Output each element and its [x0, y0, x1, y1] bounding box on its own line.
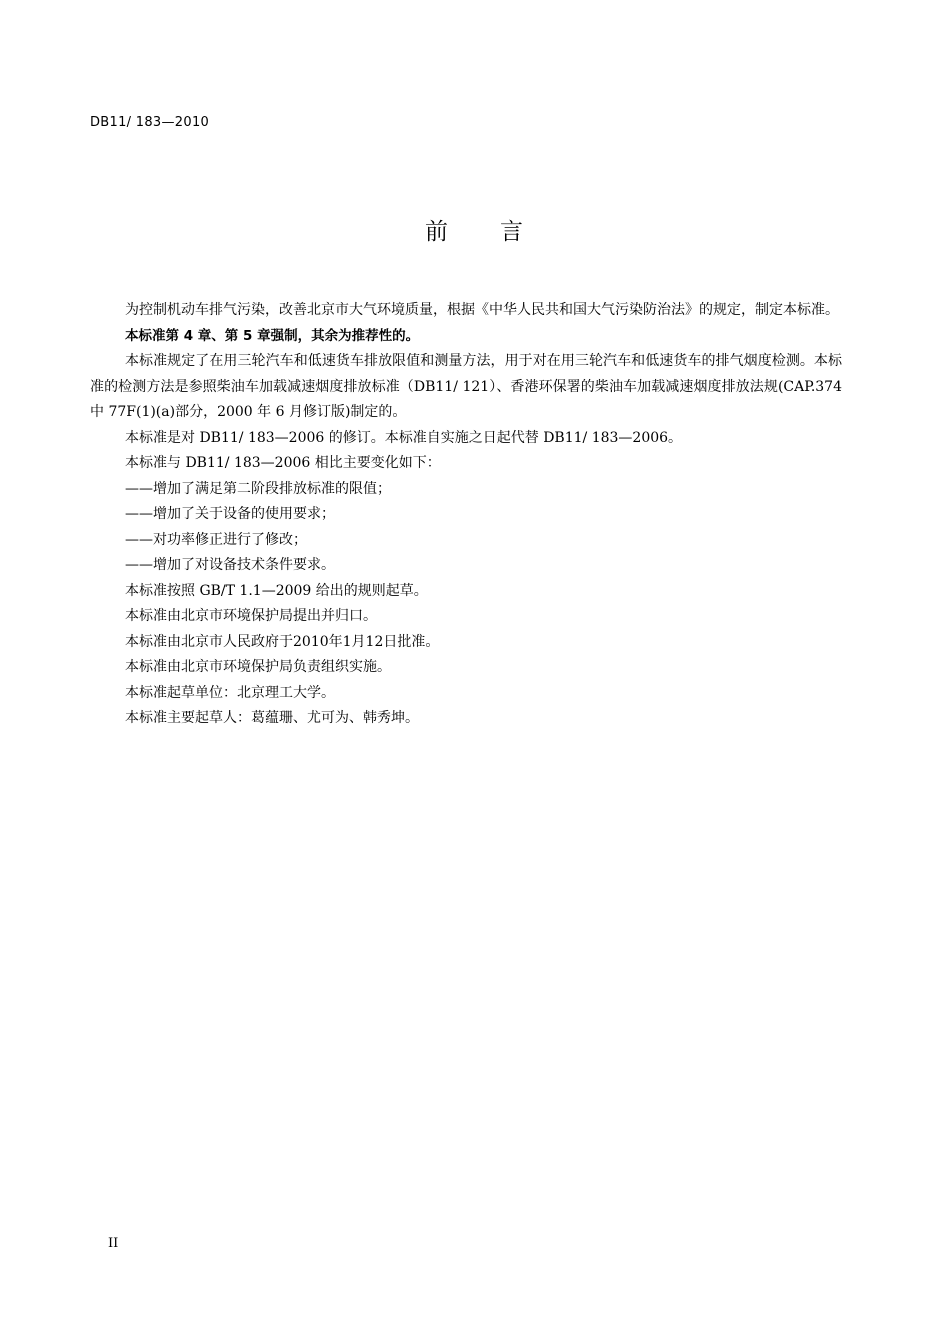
- page-title: 前 言: [425, 219, 525, 245]
- change-item: ——增加了对设备技术条件要求。: [125, 557, 335, 573]
- document-code: DB11/ 183—2010: [90, 115, 210, 130]
- paragraph-drafters: 本标准主要起草人：葛蕴珊、尤可为、韩秀坤。: [125, 710, 419, 726]
- paragraph-proposer: 本标准由北京市环境保护局提出并归口。: [125, 608, 377, 624]
- change-item: ——对功率修正进行了修改；: [125, 531, 307, 548]
- paragraph-scope: 本标准规定了在用三轮汽车和低速货车排放限值和测量方法，用于对在用三轮汽车和低速货车的排气烟度检测。本标准的检测方法是参照柴油车加载减速烟度排放标准（DB11/ 121）、香港环保署的柴油车加载减速烟度排放法规(CAP.374 中 77F(1)(a)部分，2000 年 6 月修订版)制定的。: [90, 353, 842, 420]
- paragraph-changes-intro: 本标准与 DB11/ 183—2006 相比主要变化如下：: [125, 455, 441, 471]
- page-number: II: [108, 1236, 119, 1251]
- paragraph-drafting-unit: 本标准起草单位：北京理工大学。: [125, 684, 335, 701]
- change-item: ——增加了关于设备的使用要求；: [125, 506, 335, 522]
- paragraph-mandatory-chapters: 本标准第 4 章、第 5 章强制，其余为推荐性的。: [125, 327, 420, 344]
- change-item: ——增加了满足第二阶段排放标准的限值；: [125, 480, 391, 497]
- paragraph-purpose: 为控制机动车排气污染，改善北京市大气环境质量，根据《中华人民共和国大气污染防治法》的规定，制定本标准。: [125, 302, 839, 318]
- paragraph-revision: 本标准是对 DB11/ 183—2006 的修订。本标准自实施之日起代替 DB11/ 183—2006。: [125, 429, 683, 446]
- paragraph-drafting-rules: 本标准按照 GB/T 1.1—2009 给出的规则起草。: [125, 582, 428, 599]
- paragraph-implementation: 本标准由北京市环境保护局负责组织实施。: [125, 659, 391, 675]
- paragraph-approval: 本标准由北京市人民政府于2010年1月12日批准。: [125, 633, 440, 650]
- foreword-body: [90, 298, 842, 732]
